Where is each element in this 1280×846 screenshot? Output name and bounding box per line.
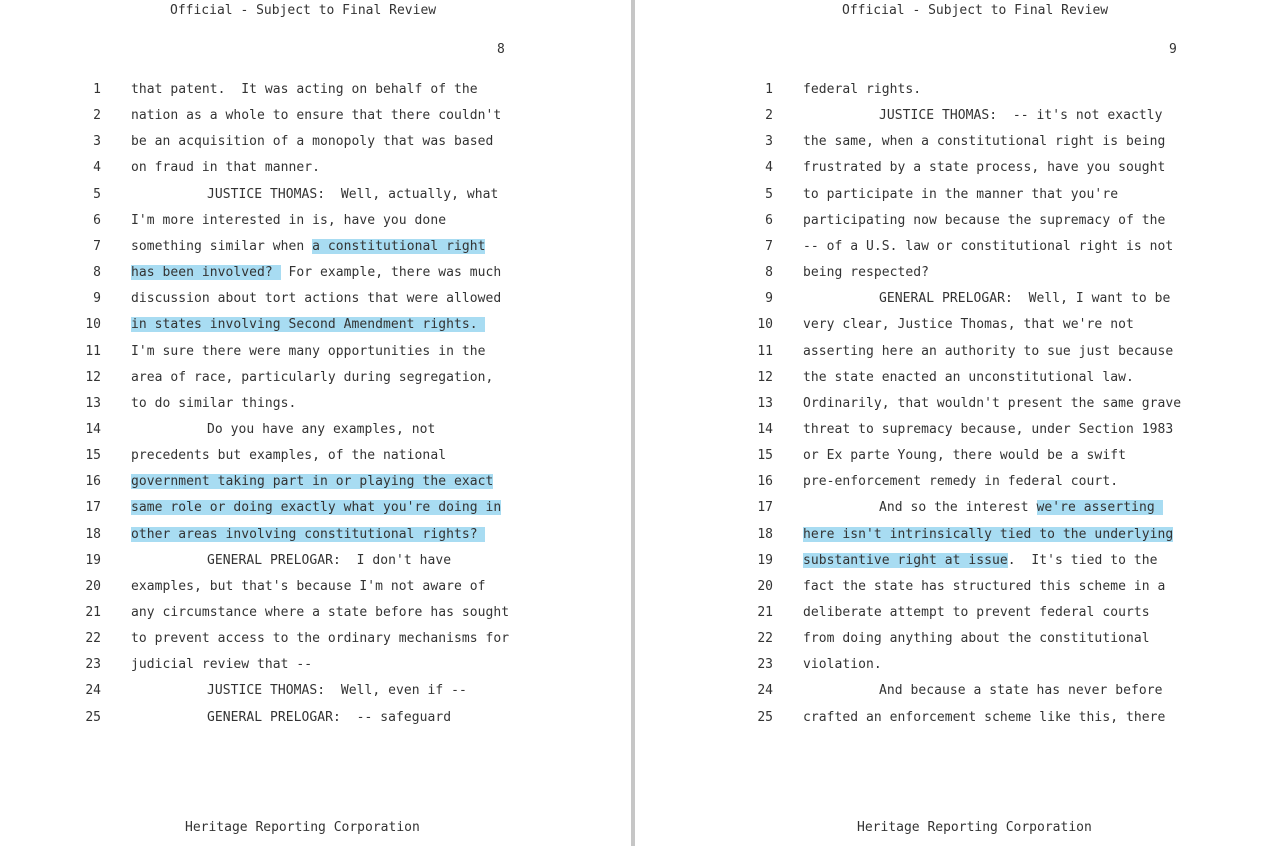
text-segment: frustrated by a state process, have you sought xyxy=(803,160,1166,176)
text-segment: -- of a U.S. law or constitutional right is not xyxy=(803,238,1174,254)
text-segment: violation. xyxy=(803,657,882,673)
text-segment: JUSTICE THOMAS: Well, actually, what xyxy=(207,186,499,202)
line-text xyxy=(803,80,921,100)
line-number: 24 xyxy=(85,683,101,699)
line-number: 2 xyxy=(93,108,101,124)
line-number: 9 xyxy=(93,291,101,307)
line-number: 18 xyxy=(85,526,101,542)
text-segment: I'm more interested in is, have you done xyxy=(131,212,447,228)
line-text xyxy=(803,132,1165,152)
line-text xyxy=(803,394,1181,414)
text-segment: being respected? xyxy=(803,265,930,281)
highlighted-text: other areas involving constitutional rights? xyxy=(131,526,486,542)
line-text xyxy=(803,237,1173,257)
line-text xyxy=(803,342,1173,362)
text-segment: area of race, particularly during segregation, xyxy=(131,369,494,385)
line-number: 15 xyxy=(85,448,101,464)
line-number: 17 xyxy=(85,500,101,516)
line-text xyxy=(803,577,1165,597)
text-segment: fact the state has structured this scheme in a xyxy=(803,578,1166,594)
line-number: 22 xyxy=(85,631,101,647)
line-number: 14 xyxy=(85,421,101,437)
line-text xyxy=(803,655,882,675)
line-text xyxy=(803,185,1118,205)
line-number: 7 xyxy=(93,238,101,254)
text-segment: that patent. It was acting on behalf of the xyxy=(131,82,478,97)
line-number: 14 xyxy=(757,421,773,437)
text-segment: And so the interest xyxy=(879,500,1037,516)
text-segment: participating now because the supremacy of the xyxy=(803,212,1166,228)
text-segment: crafted an enforcement scheme like this, there xyxy=(803,709,1166,725)
line-text xyxy=(131,315,485,335)
line-number: 16 xyxy=(757,474,773,490)
line-text xyxy=(131,80,478,100)
line-number: 20 xyxy=(85,578,101,594)
line-number: 6 xyxy=(765,212,773,228)
line-number: 10 xyxy=(757,317,773,333)
text-segment: or Ex parte Young, there would be a swift xyxy=(803,448,1126,464)
text-segment: And because a state has never before xyxy=(879,683,1163,699)
text-segment: very clear, Justice Thomas, that we're not xyxy=(803,317,1134,333)
line-number: 4 xyxy=(93,160,101,176)
line-text xyxy=(207,708,451,728)
page-number: 8 xyxy=(497,42,505,57)
line-text xyxy=(131,106,501,126)
line-number: 1 xyxy=(765,82,773,97)
text-segment: from doing anything about the constitutional xyxy=(803,631,1150,647)
line-text xyxy=(131,498,501,518)
line-number: 17 xyxy=(757,500,773,516)
line-text xyxy=(879,289,1170,309)
text-segment: deliberate attempt to prevent federal courts xyxy=(803,605,1150,620)
text-segment: nation as a whole to ensure that there couldn't xyxy=(131,108,502,124)
line-text xyxy=(879,498,1163,518)
line-number: 13 xyxy=(757,395,773,411)
line-text xyxy=(803,446,1126,466)
line-text xyxy=(803,420,1173,440)
line-number: 21 xyxy=(757,605,773,620)
text-segment: asserting here an authority to sue just because xyxy=(803,343,1174,359)
line-text xyxy=(131,655,312,675)
line-text xyxy=(131,525,485,545)
line-number: 18 xyxy=(757,526,773,542)
line-number: 11 xyxy=(85,343,101,359)
line-text xyxy=(207,551,451,571)
line-number: 16 xyxy=(85,474,101,490)
highlighted-text: we're asserting xyxy=(1036,500,1163,516)
page-footer: Heritage Reporting Corporation xyxy=(185,820,420,835)
text-segment: Do you have any examples, not xyxy=(207,421,436,437)
line-number: 12 xyxy=(85,369,101,385)
line-number: 4 xyxy=(765,160,773,176)
text-segment: examples, but that's because I'm not aware of xyxy=(131,578,486,594)
line-text xyxy=(803,708,1165,728)
text-segment: threat to supremacy because, under Section 1983 xyxy=(803,421,1174,437)
page-footer: Heritage Reporting Corporation xyxy=(857,820,1092,835)
line-number: 8 xyxy=(93,265,101,281)
line-text xyxy=(803,315,1134,335)
line-number: 8 xyxy=(765,265,773,281)
line-text xyxy=(803,525,1173,545)
line-text xyxy=(207,185,498,205)
line-number: 10 xyxy=(85,317,101,333)
page-header: Official - Subject to Final Review xyxy=(170,3,437,18)
highlighted-text: same role or doing exactly what you're doing in xyxy=(131,500,502,516)
line-number: 21 xyxy=(85,605,101,620)
highlighted-text: has been involved? xyxy=(131,265,281,281)
highlighted-text: government taking part in or playing the exact xyxy=(131,474,494,490)
page-header: Official - Subject to Final Review xyxy=(842,3,1109,18)
line-text xyxy=(131,629,509,649)
line-number: 25 xyxy=(85,709,101,725)
transcript-page-9 xyxy=(635,0,1280,846)
highlighted-text: in states involving Second Amendment rights. xyxy=(131,317,486,333)
line-number: 5 xyxy=(93,186,101,202)
line-text xyxy=(803,551,1157,571)
highlighted-text: here isn't intrinsically tied to the underlying xyxy=(803,526,1174,542)
line-text xyxy=(131,394,296,414)
line-text xyxy=(207,681,467,701)
line-number: 23 xyxy=(757,657,773,673)
line-number: 20 xyxy=(757,578,773,594)
text-segment: to prevent access to the ordinary mechanisms for xyxy=(131,631,510,647)
line-text xyxy=(131,158,320,178)
line-text xyxy=(803,263,929,283)
line-text xyxy=(207,420,435,440)
line-number: 24 xyxy=(757,683,773,699)
text-segment: to participate in the manner that you're xyxy=(803,186,1119,202)
line-text xyxy=(131,342,485,362)
text-segment: I'm sure there were many opportunities in the xyxy=(131,343,486,359)
highlighted-text: substantive right at issue xyxy=(803,552,1008,568)
text-segment: on fraud in that manner. xyxy=(131,160,321,176)
line-text xyxy=(131,132,493,152)
text-segment: discussion about tort actions that were allowed xyxy=(131,291,502,307)
line-text xyxy=(131,237,485,257)
line-text xyxy=(803,629,1150,649)
line-text xyxy=(879,681,1163,701)
text-segment: For example, there was much xyxy=(280,265,502,281)
line-number: 15 xyxy=(757,448,773,464)
line-number: 22 xyxy=(757,631,773,647)
text-segment: the state enacted an unconstitutional law. xyxy=(803,369,1134,385)
text-segment: Ordinarily, that wouldn't present the same grave xyxy=(803,395,1182,411)
line-text xyxy=(131,446,446,466)
line-number: 11 xyxy=(757,343,773,359)
text-segment: GENERAL PRELOGAR: Well, I want to be xyxy=(879,291,1171,307)
line-number: 3 xyxy=(93,134,101,150)
text-segment: JUSTICE THOMAS: Well, even if -- xyxy=(207,683,467,699)
line-number: 9 xyxy=(765,291,773,307)
transcript-page-8 xyxy=(0,0,631,846)
text-segment: federal rights. xyxy=(803,82,922,97)
line-text xyxy=(879,106,1163,126)
line-text xyxy=(131,263,501,283)
line-text xyxy=(131,211,446,231)
line-text xyxy=(131,603,509,623)
text-segment: . It's tied to the xyxy=(1007,552,1158,568)
text-segment: GENERAL PRELOGAR: -- safeguard xyxy=(207,709,452,725)
line-text xyxy=(803,603,1150,623)
line-number: 19 xyxy=(85,552,101,568)
line-text xyxy=(803,158,1165,178)
line-number: 25 xyxy=(757,709,773,725)
line-text xyxy=(131,577,485,597)
line-text xyxy=(803,368,1134,388)
highlighted-text: a constitutional right xyxy=(312,238,486,254)
text-segment: the same, when a constitutional right is being xyxy=(803,134,1166,150)
line-number: 7 xyxy=(765,238,773,254)
text-segment: something similar when xyxy=(131,238,313,254)
line-number: 12 xyxy=(757,369,773,385)
line-number: 5 xyxy=(765,186,773,202)
line-number: 1 xyxy=(93,82,101,97)
line-number: 6 xyxy=(93,212,101,228)
line-number: 13 xyxy=(85,395,101,411)
line-text xyxy=(803,472,1118,492)
line-text xyxy=(131,368,493,388)
text-segment: precedents but examples, of the national xyxy=(131,448,447,464)
line-text xyxy=(803,211,1165,231)
line-text xyxy=(131,289,501,309)
text-segment: JUSTICE THOMAS: -- it's not exactly xyxy=(879,108,1163,124)
text-segment: to do similar things. xyxy=(131,395,297,411)
text-segment: judicial review that -- xyxy=(131,657,313,673)
page-number: 9 xyxy=(1169,42,1177,57)
line-number: 19 xyxy=(757,552,773,568)
text-segment: pre-enforcement remedy in federal court. xyxy=(803,474,1119,490)
text-segment: GENERAL PRELOGAR: I don't have xyxy=(207,552,452,568)
text-segment: any circumstance where a state before has sought xyxy=(131,605,510,620)
line-number: 23 xyxy=(85,657,101,673)
line-text xyxy=(131,472,493,492)
line-number: 3 xyxy=(765,134,773,150)
text-segment: be an acquisition of a monopoly that was based xyxy=(131,134,494,150)
line-number: 2 xyxy=(765,108,773,124)
